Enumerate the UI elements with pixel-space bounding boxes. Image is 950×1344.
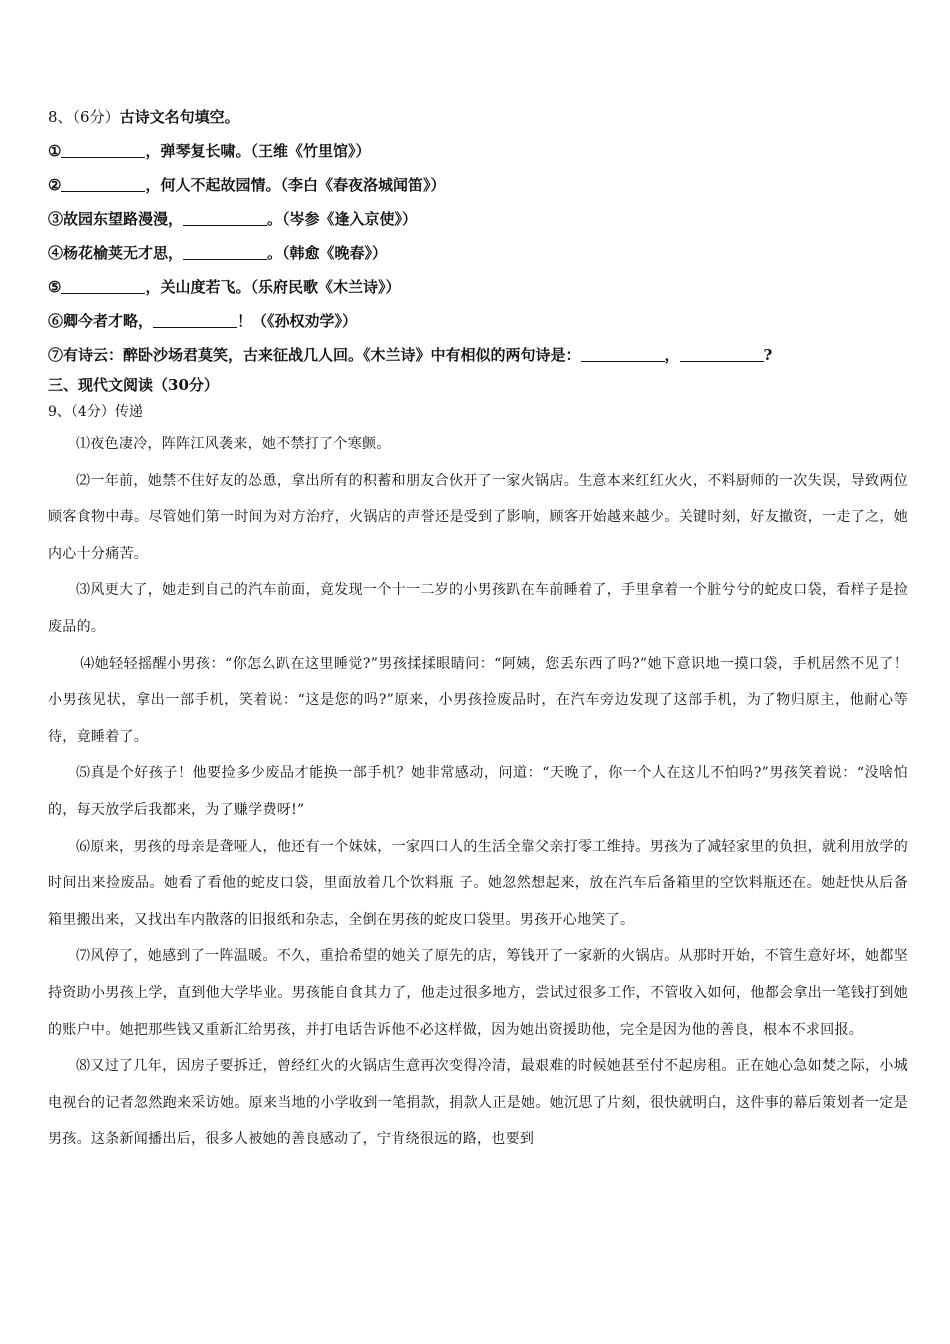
q8-item-3: ③故园东望路漫漫， 。（岑参《逢入京使》） <box>48 210 418 228</box>
exam-page <box>48 100 908 1158</box>
q8-item-4: ④杨花榆荚无才思， 。（韩愈《晚春》） <box>48 244 388 262</box>
answer-blank[interactable] <box>61 175 145 192</box>
q8-item-1: ① ，弹琴复长啸。（王维《竹里馆》） <box>48 142 371 160</box>
question-9-header: 9、（4分）传递 <box>48 404 143 420</box>
q8-item-7: ⑦有诗云：醉卧沙场君莫笑，古来征战几人回。《木兰诗》中有相似的两句诗是： ， ? <box>48 346 773 364</box>
answer-blank[interactable] <box>61 277 145 294</box>
passage-paragraph-4: ⑷她轻轻摇醒小男孩：“你怎么趴在这里睡觉?”男孩揉揉眼睛问：“阿姨，您丢东西了吗?”她下意识地一摸口袋，手机居然不见了！小男孩见状，拿出一部手机，笑着说：“这是您的吗?”原来，小男孩捡废品时，在汽车旁边发现了这部手机，为了物归原主，他耐心等待，竟睡着了。 <box>48 655 908 745</box>
passage-paragraph-1: ⑴夜色凄冷，阵阵江风袭来，她不禁打了个寒颤。 <box>76 436 391 452</box>
section-3-heading: 三、现代文阅读（30分） <box>48 376 219 394</box>
passage-paragraph-8: ⑻又过了几年，因房子要拆迁，曾经红火的火锅店生意再次变得冷清，最艰难的时候她甚至付不起房租。正在她心急如焚之际，小城电视台的记者忽然跑来采访她。原来当地的小学收到一笔捐款，捐款人正是她。她沉思了片刻，很快就明白，这件事的幕后策划者一定是男孩。这条新闻播出后，很多人被她的善良感动了，宁肯绕很远的路，也要到 <box>48 1058 908 1148</box>
q8-item-6: ⑥卿今者才略， ！（《孙权劝学》） <box>48 312 358 330</box>
answer-blank[interactable] <box>680 345 764 362</box>
answer-blank[interactable] <box>581 345 665 362</box>
answer-blank[interactable] <box>153 311 237 328</box>
passage-paragraph-7: ⑺风停了，她感到了一阵温暖。不久，重拾希望的她关了原先的店，筹钱开了一家新的火锅店。从那时开始，不管生意好坏，她都坚持资助小男孩上学，直到他大学毕业。男孩能自食其力了，他走过很多地方，尝试过很多工作，不管收入如何，他都会拿出一笔钱打到她的账户中。她把那些钱又重新汇给男孩，并打电话告诉他不必这样做，因为她出资援助他，完全是因为他的善良，根本不求回报。 <box>48 948 908 1038</box>
answer-blank[interactable] <box>183 243 267 260</box>
passage-paragraph-6: ⑹原来，男孩的母亲是聋哑人，他还有一个妹妹，一家四口人的生活全靠父亲打零工维持。男孩为了减轻家里的负担，就利用放学的时间出来捡废品。她看了看他的蛇皮口袋，里面放着几个饮料瓶 子。她忽然想起来，放在汽车后备箱里的空饮料瓶还在。她赶快从后备箱里搬出来，又找出车内散落的旧报纸和杂志，全倒在男孩的蛇皮口袋里。男孩开心地笑了。 <box>48 838 908 928</box>
passage-paragraph-5: ⑸真是个好孩子！他要捡多少废品才能换一部手机？她非常感动，问道：“天晚了，你一个人在这儿不怕吗?”男孩笑着说：“没啥怕的，每天放学后我都来，为了赚学费呀!” <box>48 765 908 818</box>
q8-item-5: ⑤ ，关山度若飞。（乐府民歌《木兰诗》） <box>48 278 401 296</box>
passage-paragraph-2: ⑵一年前，她禁不住好友的怂恿，拿出所有的积蓄和朋友合伙开了一家火锅店。生意本来红红火火，不料厨师的一次失误，导致两位顾客食物中毒。尽管她们第一时间为对方治疗，火锅店的声誉还是受到了影响，顾客开始越来越少。关键时刻，好友撤资，一走了之，她内心十分痛苦。 <box>48 472 908 562</box>
answer-blank[interactable] <box>183 209 267 226</box>
answer-blank[interactable] <box>61 141 145 158</box>
question-8-header: 8、（6分）古诗文名句填空。 <box>48 108 240 126</box>
passage-paragraph-3: ⑶风更大了，她走到自己的汽车前面，竟发现一个十一二岁的小男孩趴在车前睡着了，手里拿着一个脏兮兮的蛇皮口袋，看样子是捡废品的。 <box>48 582 908 635</box>
q8-item-2: ② ，何人不起故园情。（李白《春夜洛城闻笛》） <box>48 176 446 194</box>
